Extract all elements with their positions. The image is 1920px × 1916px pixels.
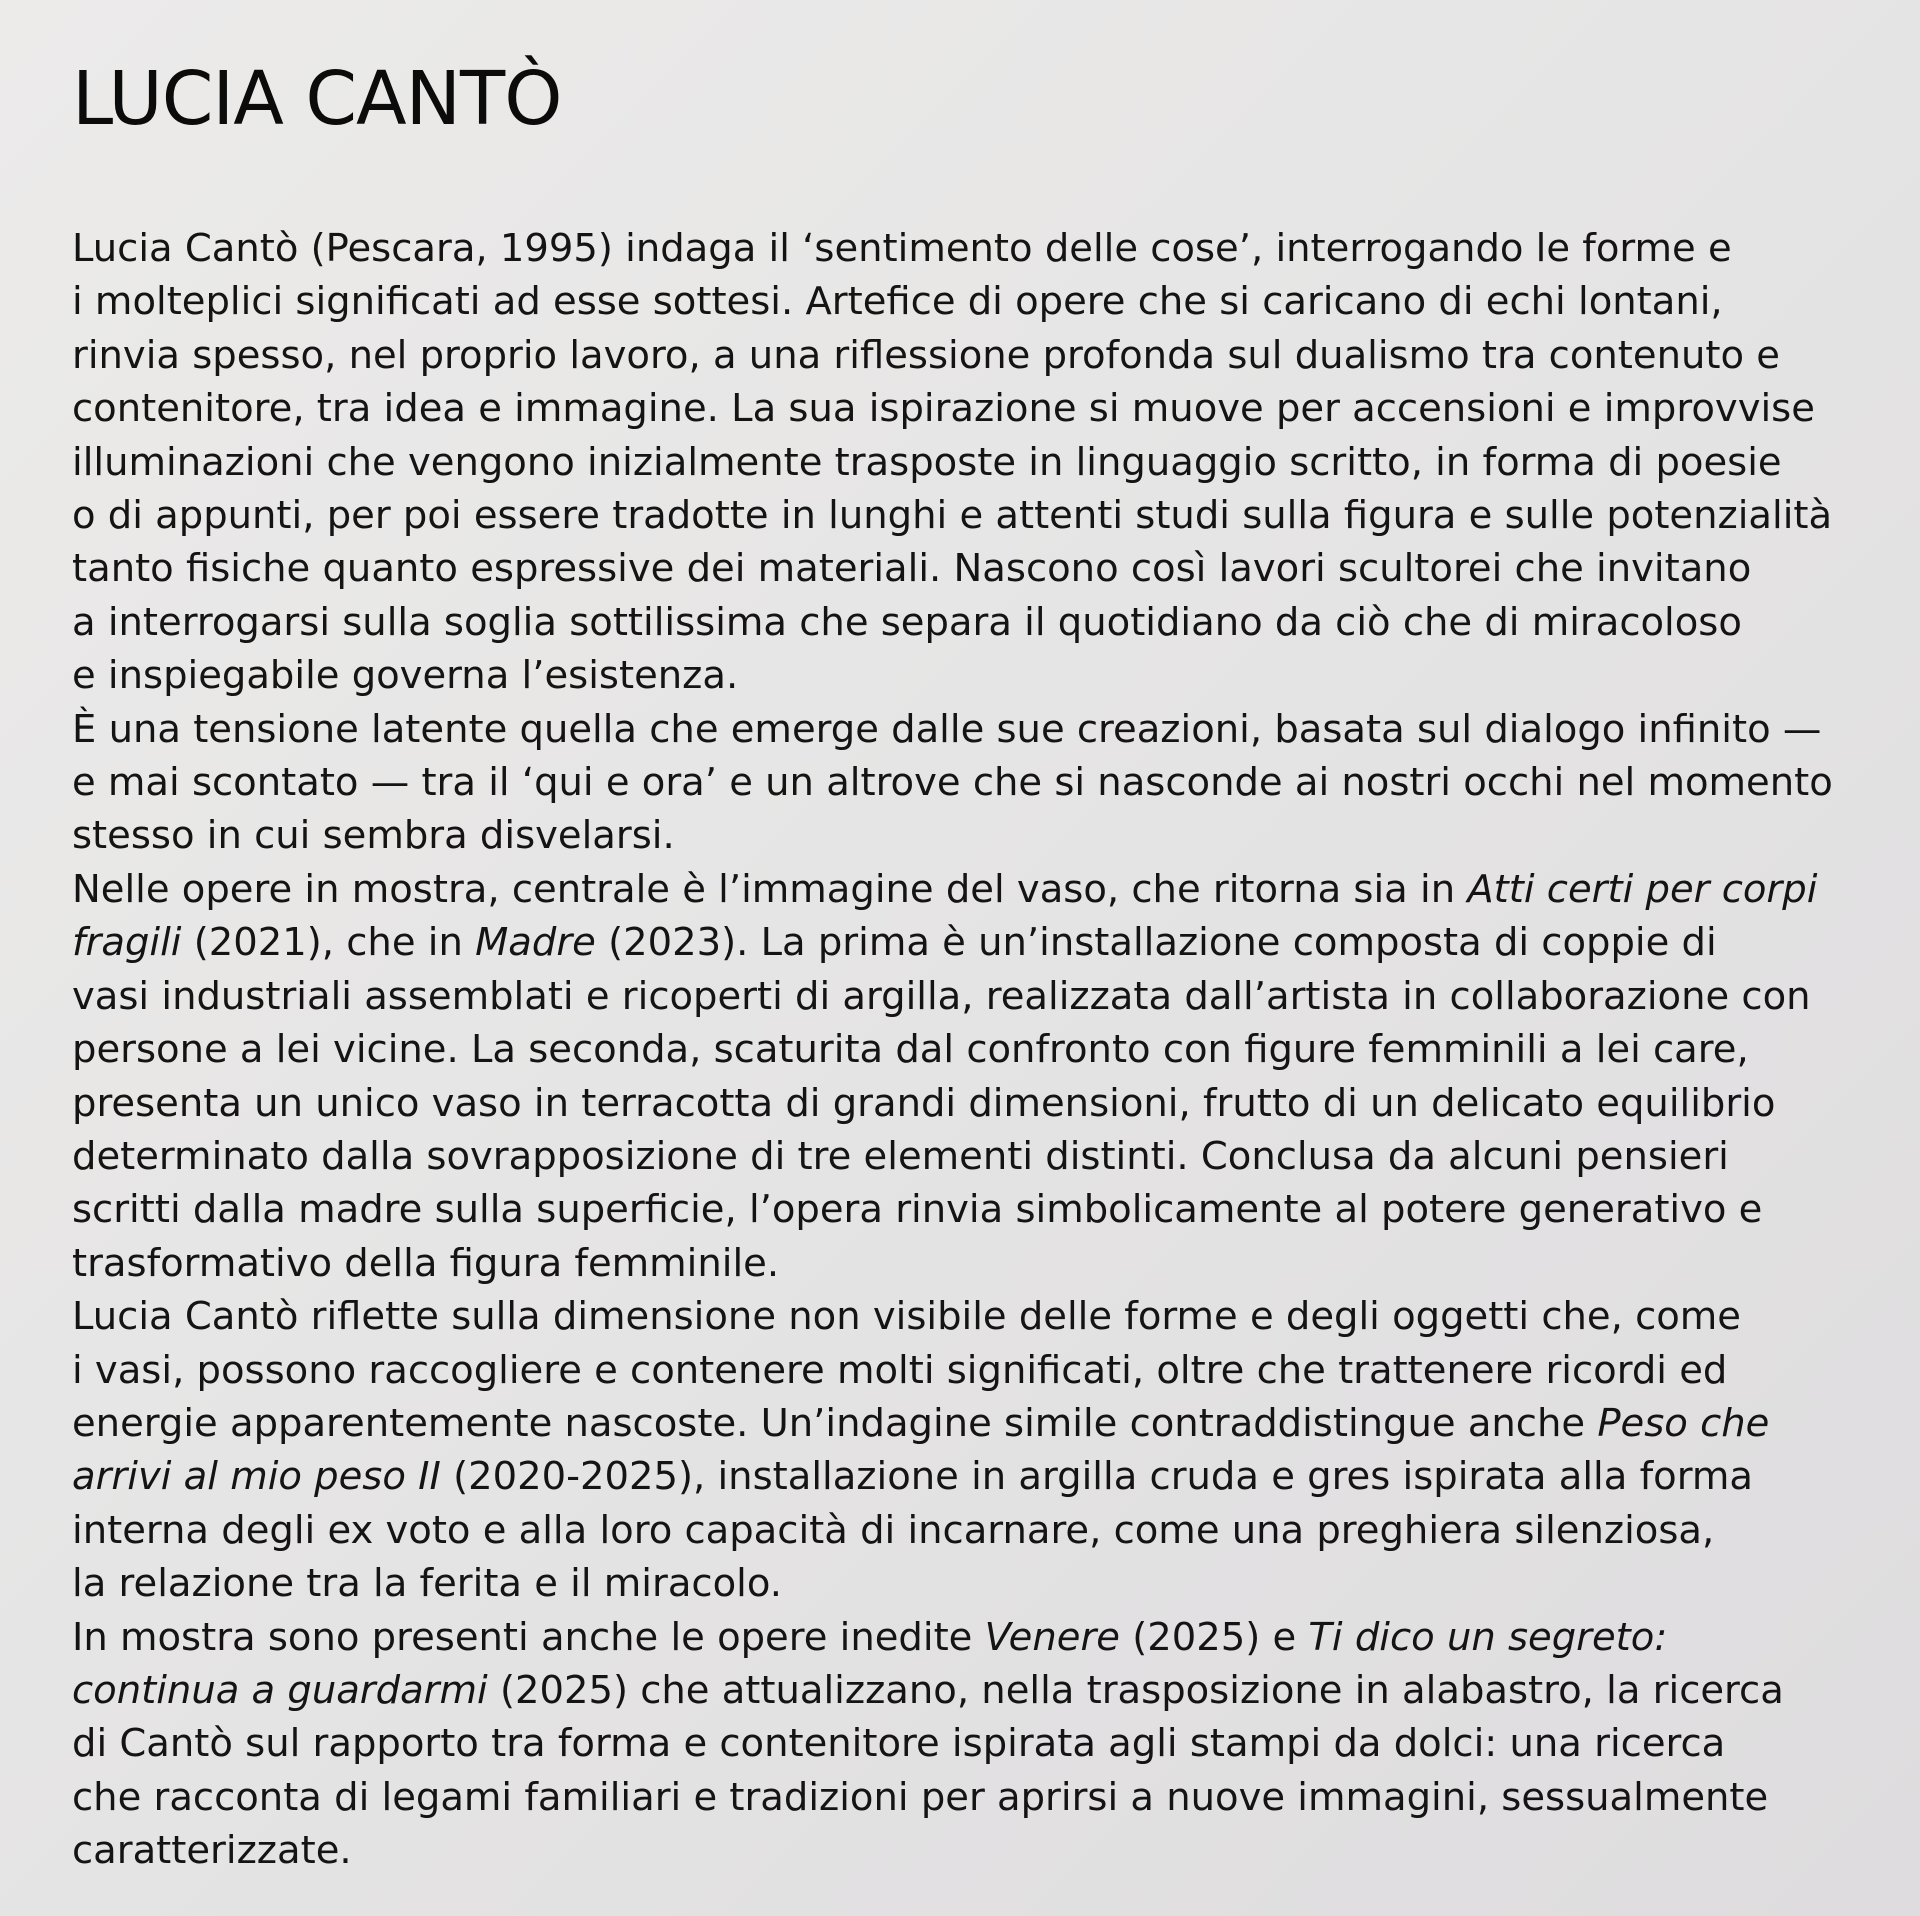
text-segment: illuminazioni che vengono inizialmente trasposte in linguaggio scritto, in forma di poesie bbox=[72, 439, 1782, 485]
text-line bbox=[72, 382, 1872, 435]
text-segment: a interrogarsi sulla soglia sottilissima che separa il quotidiano da ciò che di miracoloso bbox=[72, 599, 1742, 645]
text-line bbox=[72, 863, 1872, 916]
text-line bbox=[72, 1183, 1872, 1236]
text-line bbox=[72, 1130, 1872, 1183]
artwork-title: Peso che bbox=[1597, 1400, 1770, 1446]
text-line bbox=[72, 703, 1872, 756]
text-line bbox=[72, 1557, 1872, 1610]
text-segment: la relazione tra la ferita e il miracolo. bbox=[72, 1561, 782, 1607]
text-line bbox=[72, 1717, 1872, 1770]
text-segment: (2021), che in bbox=[181, 920, 476, 966]
paragraph-4 bbox=[72, 1290, 1872, 1610]
text-segment: persone a lei vicine. La seconda, scaturita dal confronto con figure femminili a lei care, bbox=[72, 1027, 1749, 1073]
text-line bbox=[72, 1237, 1872, 1290]
text-segment: trasformativo della figura femminile. bbox=[72, 1240, 780, 1286]
text-line bbox=[72, 1023, 1872, 1076]
text-line bbox=[72, 1611, 1872, 1664]
text-segment: stesso in cui sembra disvelarsi. bbox=[72, 813, 675, 859]
text-line bbox=[72, 970, 1872, 1023]
text-line bbox=[72, 1824, 1872, 1877]
text-segment: o di appunti, per poi essere tradotte in lunghi e attenti studi sulla figura e sulle potenzialità bbox=[72, 493, 1833, 539]
text-line bbox=[72, 1450, 1872, 1503]
artist-name-title: LUCIA CANTÒ bbox=[72, 56, 562, 142]
artwork-title: Venere bbox=[984, 1614, 1120, 1660]
text-line bbox=[72, 1397, 1872, 1450]
text-segment: È una tensione latente quella che emerge dalle sue creazioni, basata sul dialogo infinito — bbox=[72, 706, 1822, 752]
text-segment: rinvia spesso, nel proprio lavoro, a una riflessione profonda sul dualismo tra contenuto e bbox=[72, 332, 1780, 378]
text-line bbox=[72, 222, 1872, 275]
text-line bbox=[72, 489, 1872, 542]
text-segment: Lucia Cantò riflette sulla dimensione non visibile delle forme e degli oggetti che, come bbox=[72, 1294, 1741, 1340]
text-segment: determinato dalla sovrapposizione di tre elementi distinti. Conclusa da alcuni pensieri bbox=[72, 1133, 1729, 1179]
text-line bbox=[72, 1504, 1872, 1557]
paragraph-5 bbox=[72, 1611, 1872, 1878]
paragraph-1 bbox=[72, 222, 1872, 703]
artwork-title: Madre bbox=[475, 920, 596, 966]
text-segment: interna degli ex voto e alla loro capacità di incarnare, come una preghiera silenziosa, bbox=[72, 1507, 1715, 1553]
text-segment: tanto fisiche quanto espressive dei materiali. Nascono così lavori scultorei che invitano bbox=[72, 546, 1752, 592]
text-segment: energie apparentemente nascoste. Un’indagine simile contraddistingue anche bbox=[72, 1400, 1598, 1446]
text-segment: Nelle opere in mostra, centrale è l’immagine del vaso, che ritorna sia in bbox=[72, 866, 1468, 912]
paragraph-2 bbox=[72, 703, 1872, 863]
text-segment: presenta un unico vaso in terracotta di grandi dimensioni, frutto di un delicato equilibrio bbox=[72, 1080, 1776, 1126]
text-segment: In mostra sono presenti anche le opere inedite bbox=[72, 1614, 985, 1660]
text-line bbox=[72, 649, 1872, 702]
text-segment: che racconta di legami familiari e tradizioni per aprirsi a nuove immagini, sessualmente bbox=[72, 1774, 1769, 1820]
text-segment: (2020-2025), installazione in argilla cruda e gres ispirata alla forma bbox=[440, 1454, 1753, 1500]
paragraph-3 bbox=[72, 863, 1872, 1290]
text-line bbox=[72, 809, 1872, 862]
artwork-title: arrivi al mio peso II bbox=[72, 1454, 441, 1500]
text-line bbox=[72, 756, 1872, 809]
text-segment: e inspiegabile governa l’esistenza. bbox=[72, 653, 739, 699]
text-line bbox=[72, 1290, 1872, 1343]
text-segment: (2025) e bbox=[1119, 1614, 1309, 1660]
text-line bbox=[72, 1344, 1872, 1397]
text-line bbox=[72, 916, 1872, 969]
text-segment: contenitore, tra idea e immagine. La sua ispirazione si muove per accensioni e improvvise bbox=[72, 386, 1815, 432]
text-segment: Lucia Cantò (Pescara, 1995) indaga il ‘sentimento delle cose’, interrogando le forme e bbox=[72, 226, 1732, 271]
text-line bbox=[72, 542, 1872, 595]
artwork-title: Ti dico un segreto: bbox=[1308, 1614, 1668, 1660]
text-line bbox=[72, 436, 1872, 489]
text-line bbox=[72, 1771, 1872, 1824]
text-segment: e mai scontato — tra il ‘qui e ora’ e un altrove che si nasconde ai nostri occhi nel momento bbox=[72, 760, 1833, 806]
text-segment: caratterizzate. bbox=[72, 1828, 352, 1874]
text-segment: (2023). La prima è un’installazione composta di coppie di bbox=[595, 920, 1717, 966]
text-segment: scritti dalla madre sulla superficie, l’opera rinvia simbolicamente al potere generativo e bbox=[72, 1187, 1763, 1233]
artist-description bbox=[72, 222, 1872, 1878]
text-segment: i molteplici significati ad esse sottesi. Artefice di opere che si caricano di echi lontani, bbox=[72, 279, 1723, 325]
text-line bbox=[72, 275, 1872, 328]
text-segment: (2025) che attualizzano, nella trasposizione in alabastro, la ricerca bbox=[487, 1667, 1784, 1713]
artwork-title: continua a guardarmi bbox=[72, 1667, 488, 1713]
text-line bbox=[72, 596, 1872, 649]
artwork-title: fragili bbox=[72, 920, 182, 966]
text-segment: vasi industriali assemblati e ricoperti di argilla, realizzata dall’artista in collaborazione con bbox=[72, 973, 1811, 1019]
text-line bbox=[72, 329, 1872, 382]
artwork-title: Atti certi per corpi bbox=[1467, 866, 1818, 912]
text-segment: di Cantò sul rapporto tra forma e contenitore ispirata agli stampi da dolci: una ricerca bbox=[72, 1721, 1726, 1767]
text-line bbox=[72, 1664, 1872, 1717]
text-segment: i vasi, possono raccogliere e contenere molti significati, oltre che trattenere ricordi ed bbox=[72, 1347, 1728, 1393]
text-line bbox=[72, 1077, 1872, 1130]
